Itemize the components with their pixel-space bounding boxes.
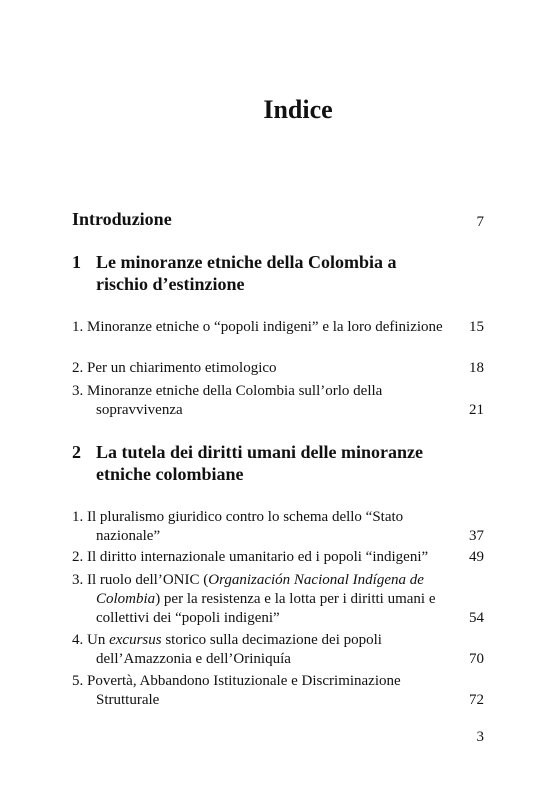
introduction-label: Introduzione [72,209,172,229]
toc-introduction[interactable] [72,208,484,230]
entry-title-part: storico sulla decimazione dei popoli dell’Amazzonia e dell’Oriniquía [96,632,382,667]
toc-entry[interactable] [72,382,484,420]
entry-page-number: 49 [469,549,484,565]
entry-title-italic: excursus [109,632,162,648]
entry-page-number: 37 [469,528,484,544]
entry-title [72,571,484,628]
introduction-page-number: 7 [476,214,484,230]
entry-page-number: 70 [469,651,484,667]
chapter-2-heading[interactable] [72,441,484,485]
entry-title: 1. Minoranze etniche o “popoli indigeni” e la loro definizione [72,319,443,335]
entry-title-part: ) per la resistenza e la lotta per i diritti umani e collettivi dei “popoli indigeni” [96,591,436,626]
chapter-title: Le minoranze etniche della Colombia a rischio d’estinzione [96,252,397,294]
entry-title: 2. Il diritto internazionale umanitario ed i popoli “indigeni” [72,549,429,565]
entry-title-part: 4. Un [72,632,110,648]
toc-entry[interactable] [72,672,484,710]
entry-page-number: 15 [469,319,484,335]
entry-title-part: 3. Il ruolo dell’ONIC ( [72,572,209,588]
entry-title: 3. Minoranze etniche della Colombia sull’orlo della sopravvivenza [72,383,383,418]
entry-page-number: 54 [469,610,484,626]
page-title: Indice [263,95,333,124]
entry-page-number: 18 [469,360,484,376]
toc-entry[interactable] [72,359,484,378]
entry-page-number: 72 [469,692,484,708]
toc-entry[interactable] [72,631,484,669]
toc-entry[interactable] [72,318,484,337]
toc-entry[interactable] [72,508,484,546]
entry-title [72,631,484,669]
entry-title: 1. Il pluralismo giuridico contro lo schema dello “Stato nazionale” [72,509,404,544]
chapter-number: 1 [72,252,81,272]
chapter-1-heading[interactable] [72,251,484,295]
toc-entry[interactable] [72,548,484,567]
chapter-title: La tutela dei diritti umani delle minoranze etniche colombiane [96,442,423,484]
page-number: 3 [476,729,484,745]
entry-title-italic: Organización Nacional Indígena de Colombia [96,572,424,607]
entry-page-number: 21 [469,402,484,418]
entry-title: 5. Povertà, Abbandono Istituzionale e Discriminazione Strutturale [72,673,401,708]
toc-entry[interactable] [72,571,484,628]
entry-title: 2. Per un chiarimento etimologico [72,360,277,376]
chapter-number: 2 [72,442,81,462]
